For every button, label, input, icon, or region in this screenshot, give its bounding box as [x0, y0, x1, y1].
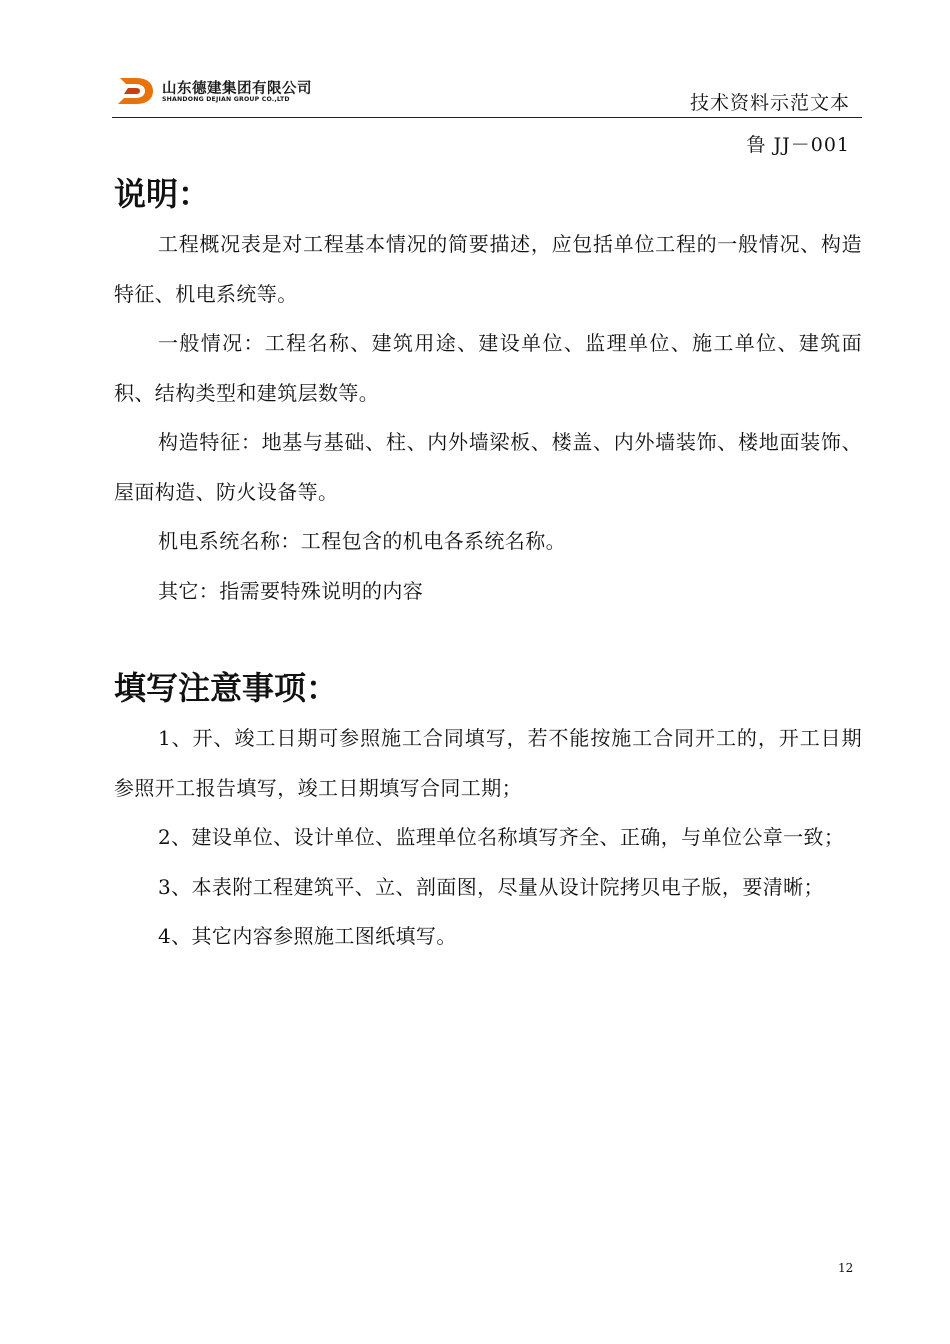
description-paragraph: 机电系统名称：工程包含的机电各系统名称。	[158, 529, 566, 553]
section-spacer	[114, 616, 862, 656]
note-item: 1、开、竣工日期可参照施工合同填写，若不能按施工合同开工的，开工日期参照开工报告填写，竣工日期填写合同工期；	[114, 726, 862, 800]
company-name-cn: 山东德建集团有限公司	[162, 81, 312, 97]
note-item: 2、建设单位、设计单位、监理单位名称填写齐全、正确，与单位公章一致；	[158, 825, 845, 849]
dejian-logo-icon	[116, 74, 156, 108]
description-paragraph: 工程概况表是对工程基本情况的简要描述，应包括单位工程的一般情况、构造特征、机电系统等。	[114, 232, 862, 306]
description-paragraph: 一般情况：工程名称、建筑用途、建设单位、监理单位、施工单位、建筑面积、结构类型和建筑层数等。	[114, 331, 862, 405]
section-title-notes: 填写注意事项：	[114, 669, 339, 707]
header-divider	[112, 117, 862, 118]
description-paragraph: 其它：指需要特殊说明的内容	[158, 578, 424, 603]
company-name-en: SHANDONG DEJIAN GROUP CO.,LTD	[162, 96, 290, 103]
note-item: 3、本表附工程建筑平、立、剖面图，尽量从设计院拷贝电子版，要清晰；	[158, 874, 824, 899]
doc-type-title: 技术资料示范文本	[689, 92, 850, 114]
document-code: 鲁 JJ－001	[746, 134, 850, 156]
note-item: 4、其它内容参照施工图纸填写。	[158, 924, 457, 948]
description-paragraph: 构造特征：地基与基础、柱、内外墙梁板、楼盖、内外墙装饰、楼地面装饰、屋面构造、防火设备等。	[114, 430, 862, 504]
page-header	[112, 62, 862, 118]
page-number: 12	[838, 1261, 854, 1275]
section-title-description: 说明：	[114, 175, 211, 213]
company-logo	[116, 74, 326, 110]
document-body	[114, 168, 862, 962]
